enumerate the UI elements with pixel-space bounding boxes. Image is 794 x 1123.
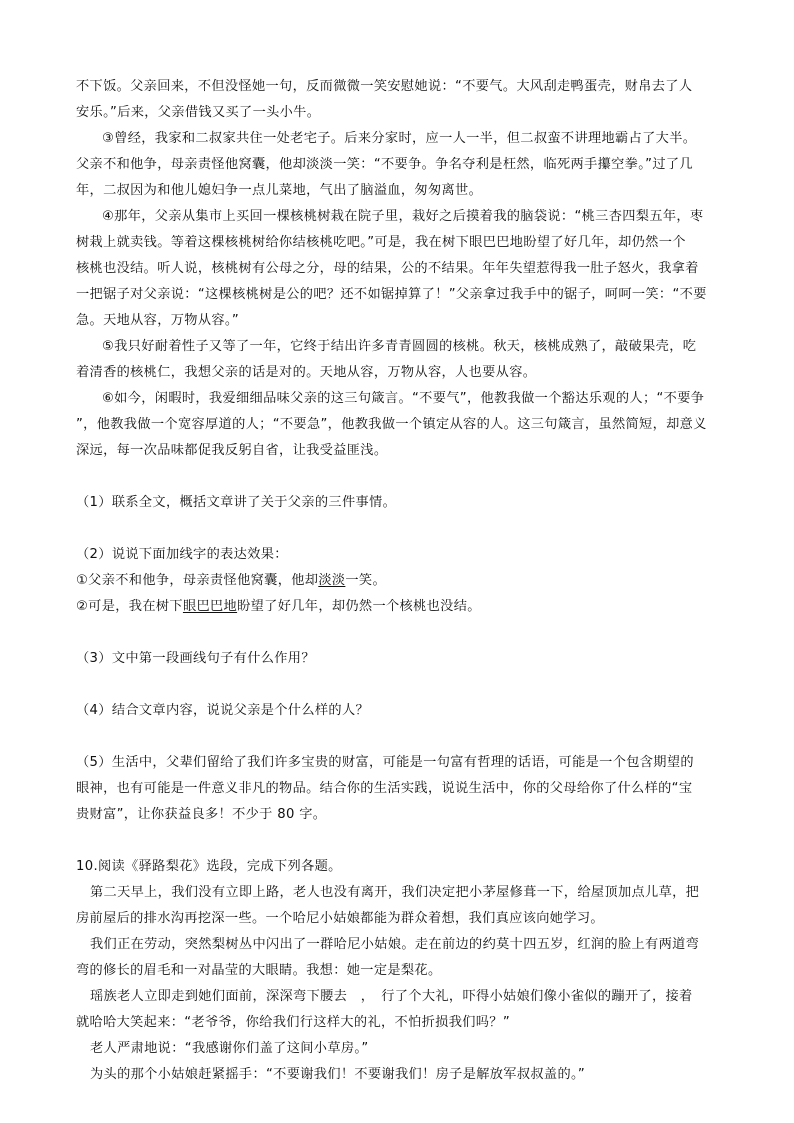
- paragraph-4-line: 核桃也没结。听人说，核桃树有公母之分，母的结果，公的不结果。年年失望惹得我一肚子怒火，我拿着: [76, 261, 699, 276]
- passage-line: 不下饭。父亲回来，不但没怪她一句，反而微微一笑安慰她说：“不要气。大风刮走鸭蛋壳，财帛去了人: [76, 79, 693, 94]
- item-text: ②可是，我在树下: [76, 599, 183, 614]
- paragraph-6-line: 深远，每一次品味都促我反躬自省，让我受益匪浅。: [76, 443, 388, 458]
- document-page: [76, 74, 720, 1088]
- question-5-line: 眼神，也有可能是一件意义非凡的物品。结合你的生活实践，说说生活中，你的父母给你了什么样的“宝: [76, 781, 693, 796]
- question-1: （1）联系全文，概括文章讲了关于父亲的三件事情。: [76, 495, 397, 510]
- underlined-word: 眼巴巴地: [182, 599, 238, 614]
- paragraph-5-line: 着清香的核桃仁，我想父亲的话是对的。天地从容，万物从容，人也要从容。: [76, 365, 537, 380]
- paragraph-5-line: ⑤我只好耐着性子又等了一年，它终于结出许多青青圆圆的核桃。秋天，核桃成熟了，敲破果壳，吃: [102, 339, 697, 354]
- paragraph-6-line: ”，他教我做一个宽容厚道的人；“不要急”，他教我做一个镇定从容的人。这三句箴言，虽然简短，却意义: [76, 417, 707, 432]
- question-4: （4）结合文章内容，说说父亲是个什么样的人？: [76, 703, 370, 718]
- paragraph-4-line: 树栽上就卖钱。等着这棵核桃树给你结核桃吃吧。”可是，我在树下眼巴巴地盼望了好几年，却仍然一个: [76, 235, 686, 250]
- paragraph-3-line: 父亲不和他争，母亲责怪他窝囊，他却淡淡一笑：“不要争。争名夺利是枉然，临死两手攥空拳。”过了几: [76, 157, 693, 172]
- question-2-item-1: [76, 568, 720, 594]
- excerpt-line: 房前屋后的排水沟再挖深一些。一个哈尼小姑娘都能为群众着想，我们真应该向她学习。: [76, 911, 604, 926]
- excerpt-line: 就哈哈大笑起来：“老爷爷，你给我们行这样大的礼，不怕折损我们吗？”: [76, 1015, 511, 1030]
- excerpt-line: 老人严肃地说：“我感谢你们盖了这间小草房。”: [90, 1041, 369, 1056]
- paragraph-4-line: ④那年，父亲从集市上买回一棵核桃树栽在院子里，栽好之后摸着我的脑袋说：“桃三杏四梨五年，枣: [102, 209, 704, 224]
- question-3: （3）文中第一段画线句子有什么作用？: [76, 651, 315, 666]
- item-text: 盼望了好几年，却仍然一个核桃也没结。: [237, 599, 481, 614]
- question-2-title: （2）说说下面加线字的表达效果：: [76, 547, 288, 562]
- excerpt-line: 瑶族老人立即走到她们面前，深深弯下腰去 ， 行了个大礼，吓得小姑娘们像小雀似的蹦开了，接着: [90, 989, 693, 1004]
- excerpt-line: 为头的那个小姑娘赶紧摇手：“不要谢我们！不要谢我们！房子是解放军叔叔盖的。”: [90, 1067, 586, 1082]
- paragraph-6-line: ⑥如今，闲暇时，我爱细细品味父亲的这三句箴言。“不要气”，他教我做一个豁达乐观的人；“不要争: [102, 391, 705, 406]
- paragraph-3-line: 年，二叔因为和他儿媳妇争一点儿菜地，气出了脑溢血，匆匆离世。: [76, 183, 483, 198]
- underlined-word: 淡淡: [318, 573, 346, 588]
- section-10: [76, 854, 720, 1088]
- excerpt-line: 我们正在劳动，突然梨树丛中闪出了一群哈尼小姑娘。走在前边的约莫十四五岁，红润的脸上有两道弯: [90, 937, 700, 952]
- question-5-line: （5）生活中，父辈们留给了我们许多宝贵的财富，可能是一句富有哲理的话语，可能是一个包含期望的: [76, 755, 694, 770]
- question-2-item-2: [76, 594, 720, 620]
- paragraph-3-line: ③曾经，我家和二叔家共住一处老宅子。后来分家时，应一人一半，但二叔蛮不讲理地霸占了大半。: [102, 131, 697, 146]
- section-10-heading: 10.阅读《驿路梨花》选段，完成下列各题。: [76, 859, 342, 874]
- reading-passage: [76, 74, 720, 464]
- item-text: 一笑。: [345, 573, 387, 588]
- paragraph-4-line: 急。天地从容，万物从容。”: [76, 313, 240, 328]
- question-5-line: 贵财富”，让你获益良多！不少于 80 字。: [76, 807, 327, 822]
- excerpt-line: 弯的修长的眉毛和一对晶莹的大眼睛。我想：她一定是梨花。: [76, 963, 442, 978]
- excerpt-line: 第二天早上，我们没有立即上路，老人也没有离开，我们决定把小茅屋修葺一下，给屋顶加点儿草，把: [90, 885, 700, 900]
- passage-line: 安乐。”后来，父亲借钱又买了一头小牛。: [76, 105, 321, 120]
- paragraph-4-line: 一把锯子对父亲说：“这棵核桃树是公的吧？还不如锯掉算了！”父亲拿过我手中的锯子，呵呵一笑：“不要: [76, 287, 707, 302]
- item-text: ①父亲不和他争，母亲责怪他窝囊，他却: [76, 573, 319, 588]
- question-list: [76, 490, 720, 828]
